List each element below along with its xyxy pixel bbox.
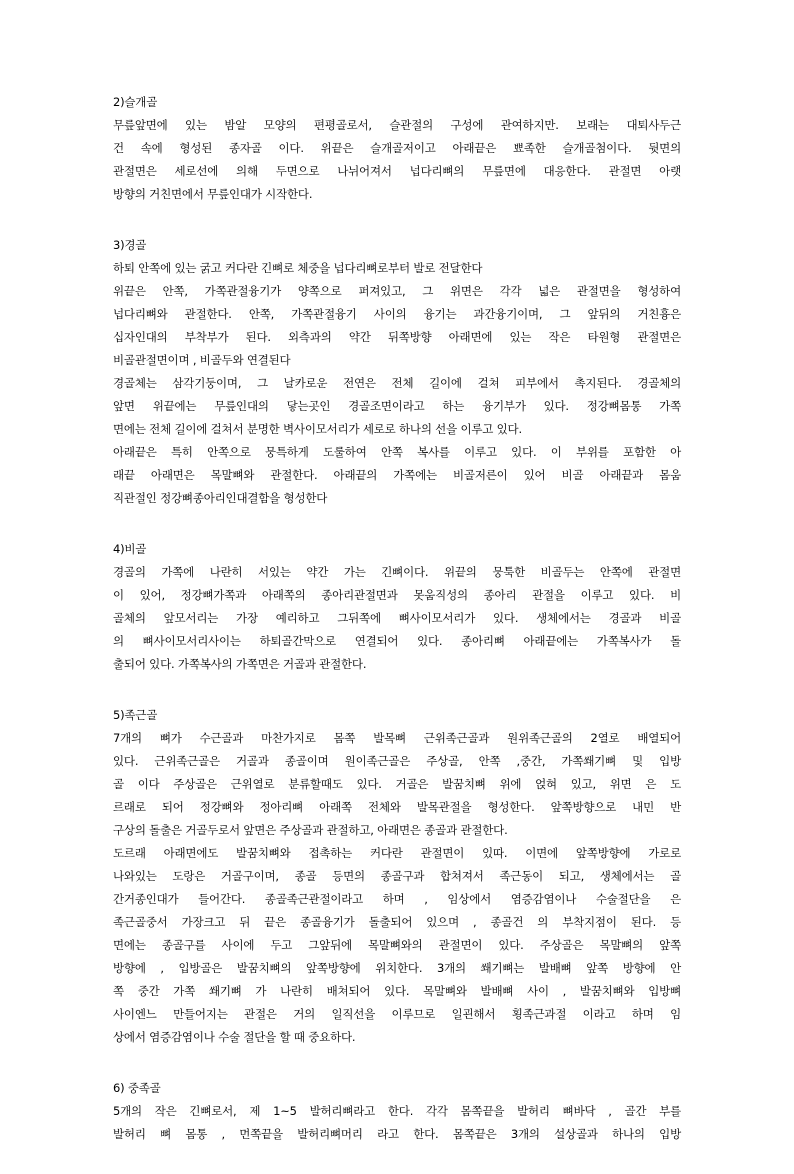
paragraph-line: 관절면은 세로선에 의해 두면으로 나뉘어져서 넙다리뼈의 무릎면에 대응한다. 관절면 아랫 bbox=[113, 164, 681, 178]
section bbox=[113, 538, 681, 676]
section-heading: 6) 중족골 bbox=[113, 1081, 161, 1095]
section bbox=[113, 91, 681, 206]
paragraph-line: 쪽 중간 가쪽 쐐기뼈 가 나란히 배쳐되어 있다. 목말뼈와 발배뼈 사이 , 발꿈치뼈와 입방뼈 bbox=[113, 984, 681, 998]
document-page bbox=[113, 91, 681, 1174]
paragraph-line: 족근골중서 가장크고 뒤 끝은 종골융기가 돌출되어 있으며 , 종골건 의 부착지점이 된다. 등 bbox=[113, 915, 681, 929]
paragraph-line: 넙다리뼈와 관절한다. 안쪽, 가쪽관절융기 사이의 융기는 과간융기이며, 그 앞뒤의 거친흉은 bbox=[113, 307, 681, 321]
paragraph-line: 간거종인대가 들어간다. 종골족근관절이라고 하며 , 임상에서 염증감염이나 수술절단을 은 bbox=[113, 892, 681, 906]
paragraph-line: 있다. 근위족근골은 거골과 종골이며 원이족근골은 주상골, 안쪽 ,중간, 가쪽쐐기뼈 및 입방 bbox=[113, 754, 681, 768]
paragraph-line: 골 이다 주상골은 근위열로 분류할때도 있다. 거골은 발꿈치뼈 위에 얹혀 있고, 위면 은 도 bbox=[113, 777, 681, 791]
paragraph-line: 십자인대의 부착부가 된다. 외측과의 약간 뒤쪽방향 아래면에 있는 작은 타원형 관절면은 bbox=[113, 330, 681, 344]
paragraph-line: 앞면 위끝에는 무릎인대의 닿는곳인 경골조면이라고 하는 융기부가 있다. 정강뼈몸통 가쪽 bbox=[113, 399, 681, 413]
paragraph-line: 출되어 있다. 가쪽복사의 가쪽면은 거골과 관절한다. bbox=[113, 657, 367, 671]
paragraph-line: 의 뼈사이모서리사이는 하퇴골간막으로 연결되어 있다. 종아리뼈 아래끝에는 가쪽복사가 돌 bbox=[113, 634, 681, 648]
paragraph-line: 상에서 염증감염이나 수술 절단을 할 때 중요하다. bbox=[113, 1030, 356, 1044]
paragraph-line: 이 있어, 정강뼈가쪽과 아래쪽의 종아리관절면과 못움직성의 종아리 관절을 이루고 있다. 비 bbox=[113, 588, 681, 602]
paragraph-line: 위끝은 안쪽, 가쪽관절융기가 양쪽으로 퍼져있고, 그 위면은 각각 넓은 관절면을 형성하여 bbox=[113, 284, 681, 298]
paragraph-line: 르래로 되어 정강뼈와 정아리뼈 아래쪽 전체와 발목관절을 형성한다. 앞쪽방향으로 내민 반 bbox=[113, 800, 681, 814]
paragraph-line: 무릎앞면에 있는 밤알 모양의 편평골로서, 슬관절의 구성에 관여하지만. 보래는 대퇴사두근 bbox=[113, 118, 681, 132]
paragraph-line: 면에는 종골구를 사이에 두고 그앞뒤에 목말뼈와의 관절면이 있다. 주상골은 목말뼈의 앞쪽 bbox=[113, 938, 681, 952]
paragraph-line: 사이엔느 만들어지는 관절은 거의 일직선을 이루므로 일괸해서 횡족근과절 이라고 하며 임 bbox=[113, 1007, 681, 1021]
section bbox=[113, 704, 681, 1049]
paragraph-line: 하퇴 안쪽에 있는 굵고 커다란 긴뼈로 체중을 넙다리뼈로부터 발로 전달한다 bbox=[113, 261, 483, 275]
paragraph-line: 나와있는 도랑은 거골구이며, 종골 등면의 종골구과 합쳐져서 족근동이 되고, 생체에서는 골 bbox=[113, 869, 681, 883]
paragraph-line: 직관절인 정강뼈종아리인대결함을 형성한다 bbox=[113, 491, 328, 505]
paragraph-line: 방향에 , 입방골은 발꿈치뼈의 앞쪽방향에 위치한다. 3개의 쐐기뼈는 발배뼈 앞쪽 방향에 안 bbox=[113, 961, 681, 975]
paragraph-line: 경골체는 삼각기둥이며, 그 날카로운 전연은 전체 길이에 걸쳐 피부에서 촉지된다. 경골체의 bbox=[113, 376, 681, 390]
paragraph-line: 골체의 앞모서리는 가장 예리하고 그뒤쪽에 뼈사이모서리가 있다. 생체에서는 경골과 비골 bbox=[113, 611, 681, 625]
section-heading: 4)비골 bbox=[113, 542, 147, 556]
paragraph-line: 발허리 뼈 몸통 , 먼쪽끝을 발허리뼈머리 라고 한다. 몸쪽끝은 3개의 설상골과 하나의 입방 bbox=[113, 1127, 681, 1141]
paragraph-line: 경골의 가쪽에 나란히 서있는 약간 가는 긴뼈이다. 위끝의 뭉툭한 비골두는 안쪽에 관절면 bbox=[113, 565, 681, 579]
paragraph-line: 비골관절면이며 , 비골두와 연결된다 bbox=[113, 353, 291, 367]
paragraph-line: 방향의 거친면에서 무릎인대가 시작한다. bbox=[113, 187, 313, 201]
paragraph-line: 건 속에 형성된 종자골 이다. 위끝은 슬개골저이고 아래끝은 뾰족한 슬개골첨이다. 뒷면의 bbox=[113, 141, 681, 155]
paragraph-line: 래끝 아래면은 목말뼈와 관절한다. 아래끝의 가쪽에는 비골저른이 있어 비골 아래끝과 몸움 bbox=[113, 468, 681, 482]
paragraph-line: 아래끝은 특히 안쪽으로 뭉특하게 도룰하여 안쪽 복사를 이루고 있다. 이 부위를 포함한 아 bbox=[113, 445, 681, 459]
paragraph-line: 7개의 뼈가 수근골과 마찬가지로 몸쪽 발목뼈 근위족근골과 원위족근골의 2열로 배열되어 bbox=[113, 731, 681, 745]
section bbox=[113, 234, 681, 510]
paragraph-line: 도르래 아래면에도 발꿈치뼈와 접촉하는 커다란 관절면이 있따. 이면에 앞쪽방향에 가로로 bbox=[113, 846, 681, 860]
section bbox=[113, 1077, 681, 1146]
paragraph-line: 구상의 돌출은 거골두로서 앞면은 주상골과 관절하고, 아래면은 종골과 관절한다. bbox=[113, 823, 508, 837]
section-heading: 2)슬개골 bbox=[113, 95, 158, 109]
section-heading: 5)족근골 bbox=[113, 708, 158, 722]
paragraph-line: 5개의 작은 긴뼈로서, 제 1~5 발허리뼈라고 한다. 각각 몸쪽끝을 발허리 뼈바닥 , 골간 부를 bbox=[113, 1104, 681, 1118]
paragraph-line: 면에는 전체 길이에 걸쳐서 분명한 벽사이모서리가 세로로 하나의 선을 이루고 있다. bbox=[113, 422, 522, 436]
section-heading: 3)경골 bbox=[113, 238, 147, 252]
